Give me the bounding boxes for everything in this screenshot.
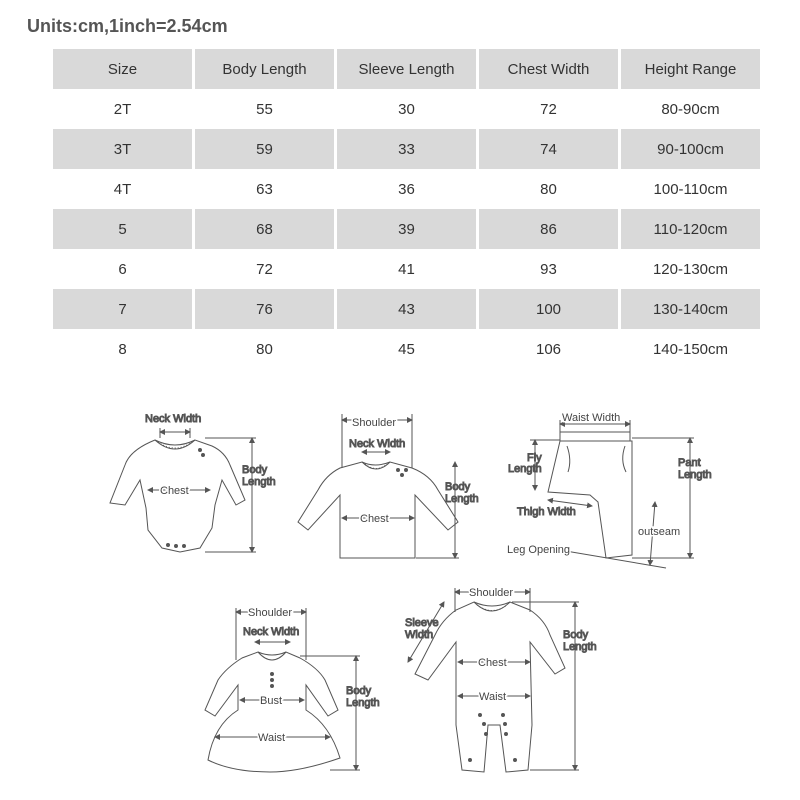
dress-waist-label: Waist (258, 732, 286, 744)
bodysuit-length-label: Length (242, 476, 276, 488)
cell: 74 (479, 129, 618, 169)
cell: 8 (118, 340, 127, 358)
size-table (50, 49, 763, 369)
cell: 90-100cm (621, 129, 760, 169)
table-row (53, 249, 760, 289)
cell: 45 (398, 340, 415, 358)
bodysuit-chest-label: Chest (160, 485, 189, 497)
cell: 130-140cm (621, 289, 760, 329)
waistband (560, 432, 630, 441)
cell: 120-130cm (652, 260, 729, 278)
header-height-range: Height Range (621, 49, 760, 89)
cell: 4T (113, 180, 132, 198)
cell: 76 (195, 289, 334, 329)
pants-pant-label: Pant (678, 457, 701, 469)
button-dot (175, 545, 178, 548)
cell: 5 (53, 209, 192, 249)
cell: 41 (398, 260, 415, 278)
cell: 55 (256, 100, 273, 118)
romper-body-label: Body (563, 629, 589, 641)
pants-thigh-width-label: Thigh Width (517, 506, 576, 518)
pants-outline (548, 441, 632, 558)
pants-waist-width-label: Waist Width (562, 412, 621, 424)
table-row (53, 209, 760, 249)
dress-neck-width-label: Neck Width (243, 626, 300, 638)
button-dot (202, 454, 205, 457)
romper-width-label: Width (405, 629, 434, 641)
sweater-diagram (298, 414, 459, 558)
pants-fly-length-label: Length (508, 463, 542, 475)
dress-length-label: Length (346, 697, 380, 709)
garment-diagrams (0, 380, 800, 800)
romper-diagram (408, 588, 579, 772)
pants-outseam-label: outseam (638, 526, 681, 538)
cell: 140-150cm (652, 340, 729, 358)
sweater-body-label: Body (445, 481, 471, 493)
cell: 39 (337, 209, 476, 249)
romper-chest-label: Chest (478, 657, 507, 669)
button-dot (167, 544, 170, 547)
sweater-outline (298, 462, 458, 558)
romper-sleeve-label: Sleeve (405, 617, 439, 629)
table-row (53, 89, 760, 129)
cell: 30 (398, 100, 415, 118)
units-note: Units:cm,1inch=2.54cm (27, 16, 228, 36)
button-dot (183, 545, 186, 548)
cell: 100-110cm (653, 180, 728, 198)
cell: 100 (479, 289, 618, 329)
table-row (53, 329, 760, 369)
pants-fly-label: Fly (527, 452, 542, 464)
cell: 93 (540, 260, 557, 278)
cell: 7 (53, 289, 192, 329)
table-row (53, 289, 760, 329)
button-dot (199, 449, 202, 452)
romper-shoulder-label: Shoulder (469, 587, 514, 599)
cell: 3T (53, 129, 192, 169)
header-size: Size (53, 49, 192, 89)
pants-leg-opening-label: Leg Opening (507, 544, 570, 556)
cell: 36 (398, 180, 415, 198)
sweater-shoulder-label: Shoulder (352, 417, 397, 429)
cell: 63 (256, 180, 273, 198)
cell: 86 (479, 209, 618, 249)
cell: 80 (540, 180, 557, 198)
cell: 80-90cm (661, 100, 720, 118)
cell: 2T (113, 100, 132, 118)
bodysuit-body-label: Body (242, 464, 268, 476)
header-sleeve-length: Sleeve Length (337, 49, 476, 89)
romper-length-label: Length (563, 641, 597, 653)
dress-outline (205, 652, 340, 772)
sweater-chest-label: Chest (360, 513, 389, 525)
bodysuit-neck-width-label: Neck Width (145, 413, 202, 425)
header-body-length: Body Length (195, 49, 334, 89)
sweater-neck-width-label: Neck Width (349, 438, 406, 450)
cell: 110-120cm (621, 209, 760, 249)
dress-body-label: Body (346, 685, 372, 697)
table-row (53, 169, 760, 209)
cell: 72 (540, 100, 557, 118)
cell: 80 (256, 340, 273, 358)
cell: 106 (535, 340, 562, 358)
cell: 33 (337, 129, 476, 169)
dress-shoulder-label: Shoulder (248, 607, 293, 619)
dress-bust-label: Bust (260, 695, 283, 707)
cell: 43 (337, 289, 476, 329)
cell: 68 (195, 209, 334, 249)
table-row (53, 129, 760, 169)
cell: 72 (256, 260, 273, 278)
cell: 59 (195, 129, 334, 169)
header-chest-width: Chest Width (479, 49, 618, 89)
table-header-row (53, 49, 760, 89)
sweater-length-label: Length (445, 493, 479, 505)
cell: 6 (118, 260, 127, 278)
romper-waist-label: Waist (479, 691, 507, 703)
pants-pant-length-label: Length (678, 469, 712, 481)
